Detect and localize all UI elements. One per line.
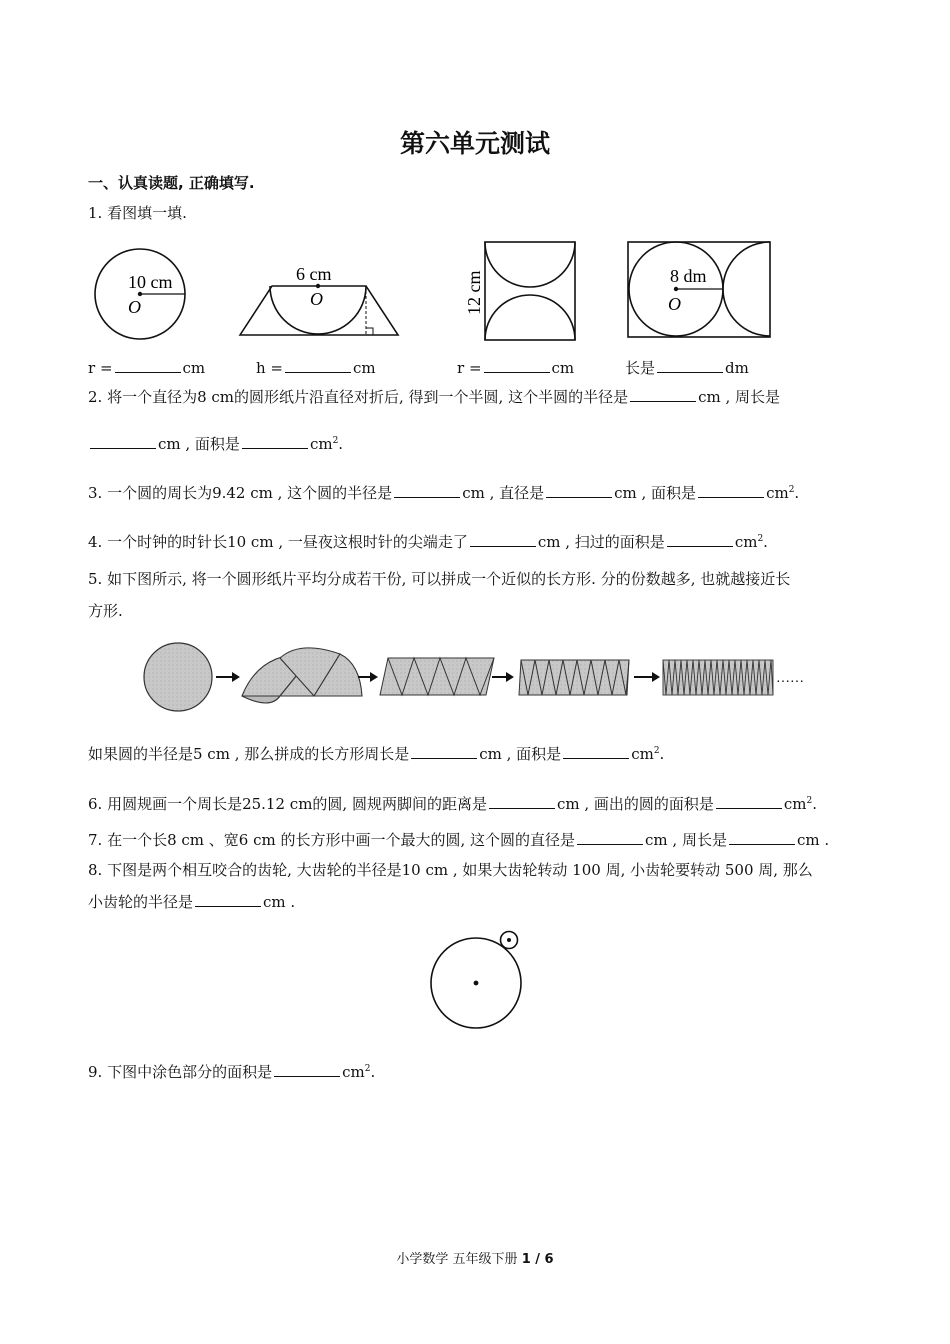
fig1-label: 10 cm (128, 272, 173, 292)
figure-rect-circles (626, 240, 774, 340)
figure-circle-radius (92, 246, 192, 346)
svg-text:O: O (128, 297, 141, 317)
q1-answer-4: 长是 dm (625, 359, 749, 377)
question-9: 9. 下图中涂色部分的面积是 $cm^2$. (88, 1063, 376, 1081)
answer-blank[interactable] (242, 434, 308, 449)
figure-gears (428, 926, 528, 1032)
answer-blank[interactable] (546, 483, 612, 498)
fig4-label: 8 dm (670, 266, 707, 286)
svg-text:O: O (310, 289, 323, 309)
question-5-line1: 5. 如下图所示, 将一个圆形纸片平均分成若干份, 可以拼成一个近似的长方形. 分的份数越多, 也就越接近长 (88, 570, 791, 588)
section-heading: 一、认真读题, 正确填写. (88, 174, 255, 192)
answer-blank[interactable] (698, 483, 764, 498)
question-5-answer: 如果圆的半径是5 cm , 那么拼成的长方形周长是 cm , 面积是 $cm^2$. (88, 745, 665, 763)
answer-blank[interactable] (285, 358, 351, 373)
answer-blank[interactable] (657, 358, 723, 373)
question-8-line2: 小齿轮的半径是 cm . (88, 893, 296, 911)
question-2-line2: cm , 面积是 $cm^2$. (88, 430, 343, 455)
question-3: 3. 一个圆的周长为9.42 cm , 这个圆的半径是 cm , 直径是 cm , 面积是 $cm^2$. (88, 484, 800, 502)
figure-square-semicircles (458, 240, 580, 344)
figure-trapezoid-semicircle (236, 262, 402, 340)
q1-answer-1: r = cm (88, 359, 206, 377)
answer-blank[interactable] (394, 483, 460, 498)
answer-blank[interactable] (470, 532, 536, 547)
answer-blank[interactable] (115, 358, 181, 373)
q1-answer-2: h = cm (256, 359, 376, 377)
answer-blank[interactable] (729, 830, 795, 845)
answer-blank[interactable] (577, 830, 643, 845)
answer-blank[interactable] (630, 387, 696, 402)
question-6: 6. 用圆规画一个周长是25.12 cm的圆, 圆规两脚间的距离是 cm , 画出的圆的面积是 $cm^2$. (88, 795, 818, 813)
question-2-line1: 2. 将一个直径为8 cm的圆形纸片沿直径对折后, 得到一个半圆, 这个半圆的半径是 cm , 周长是 (88, 388, 781, 406)
q1-answer-3: r = cm (457, 359, 575, 377)
question-4: 4. 一个时钟的时针长10 cm , 一昼夜这根时针的尖端走了 cm , 扫过的面积是 $cm^2$. (88, 533, 768, 551)
answer-blank[interactable] (484, 358, 550, 373)
answer-blank[interactable] (274, 1062, 340, 1077)
fig2-label: 6 cm (296, 264, 332, 284)
page-number: 1 / 6 (521, 1252, 554, 1267)
answer-blank[interactable] (411, 744, 477, 759)
answer-blank[interactable] (716, 794, 782, 809)
question-8-line1: 8. 下图是两个相互咬合的齿轮, 大齿轮的半径是10 cm , 如果大齿轮转动 100 周, 小齿轮要转动 500 周, 那么 (88, 861, 813, 879)
question-1-stem: 1. 看图填一填. (88, 204, 187, 222)
question-7: 7. 在一个长8 cm 、宽6 cm 的长方形中画一个最大的圆, 这个圆的直径是 cm , 周长是 cm . (88, 831, 830, 849)
dots-text: …… (776, 671, 804, 686)
answer-blank[interactable] (563, 744, 629, 759)
svg-text:O: O (668, 294, 681, 314)
question-5-line2: 方形. (88, 602, 123, 620)
answer-blank[interactable] (195, 892, 261, 907)
answer-blank[interactable] (667, 532, 733, 547)
answer-blank[interactable] (489, 794, 555, 809)
figure-circle-to-rectangle (140, 640, 820, 716)
fig3-label: 12 cm (464, 270, 484, 315)
footer-text: 小学数学 五年级下册 (396, 1252, 518, 1267)
answer-blank[interactable] (90, 434, 156, 449)
page-title: 第六单元测试 (399, 129, 550, 158)
page-footer (0, 1248, 950, 1267)
